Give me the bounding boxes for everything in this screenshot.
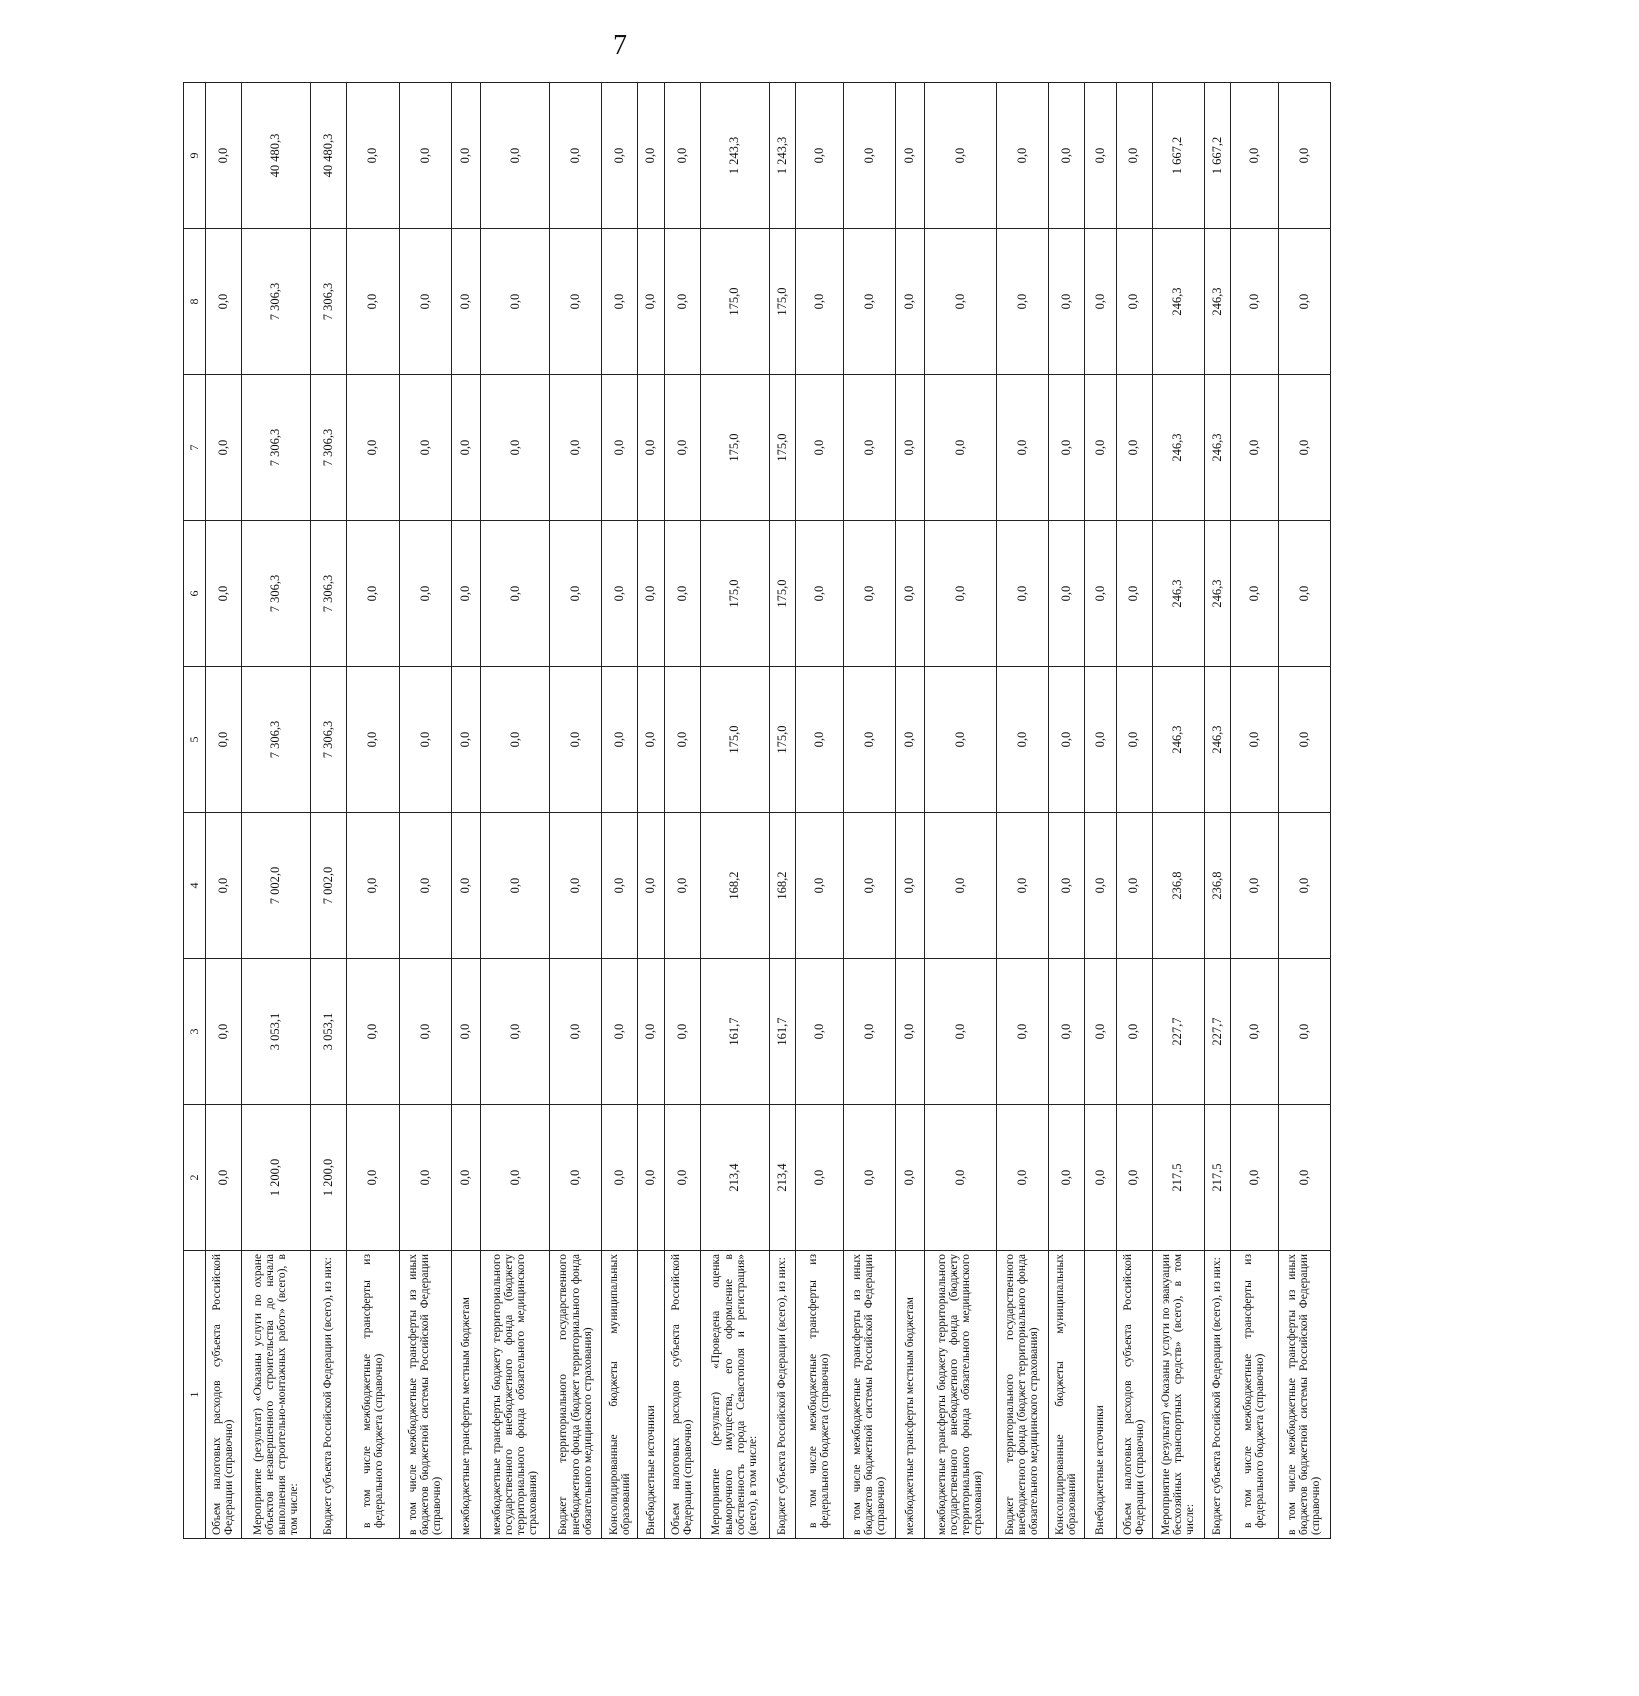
cell-value: 0,0 <box>895 667 924 813</box>
cell-value: 0,0 <box>346 1105 399 1251</box>
cell-value: 0,0 <box>346 83 399 229</box>
cell-value: 0,0 <box>1278 1105 1330 1251</box>
cell-value: 0,0 <box>843 83 895 229</box>
row-label: Мероприятие (результат) «Оказаны услуги по эвакуации бесхозяйных транспортных средств» (всего), в том числе: <box>1152 1251 1204 1539</box>
cell-value: 0,0 <box>925 229 997 375</box>
row-label: Объем налоговых расходов субъекта Российской Федерации (справочно) <box>1116 1251 1152 1539</box>
cell-value: 0,0 <box>1278 229 1330 375</box>
cell-value: 0,0 <box>602 1105 638 1251</box>
cell-value: 0,0 <box>602 83 638 229</box>
row-label: Внебюджетные источники <box>638 1251 665 1539</box>
cell-value: 0,0 <box>664 521 700 667</box>
cell-value: 0,0 <box>1231 959 1279 1105</box>
cell-value: 0,0 <box>1116 375 1152 521</box>
table-row <box>1204 83 1231 1539</box>
cell-value: 0,0 <box>843 229 895 375</box>
cell-value: 0,0 <box>399 667 451 813</box>
table-row <box>796 83 844 1539</box>
cell-value: 0,0 <box>346 813 399 959</box>
budget-table <box>183 82 1331 1539</box>
cell-value: 0,0 <box>206 375 242 521</box>
cell-value: 175,0 <box>700 667 769 813</box>
table-row <box>769 83 796 1539</box>
cell-value: 1 243,3 <box>700 83 769 229</box>
cell-value: 0,0 <box>1084 229 1116 375</box>
cell-value: 0,0 <box>843 813 895 959</box>
table-row <box>664 83 700 1539</box>
row-label: Мероприятие (результат) «Оказаны услуги по охране объектов незавершенного строительства до начала выполнения строительно-монтажных работ» (всего), в том числе: <box>241 1251 310 1539</box>
cell-value: 0,0 <box>206 959 242 1105</box>
cell-value: 3 053,1 <box>241 959 310 1105</box>
cell-value: 0,0 <box>602 229 638 375</box>
row-label: в том числе межбюджетные трансферты из иных бюджетов бюджетной системы Российской Федерации (справочно) <box>1278 1251 1330 1539</box>
cell-value: 0,0 <box>996 521 1048 667</box>
cell-value: 246,3 <box>1204 229 1231 375</box>
cell-value: 0,0 <box>1116 83 1152 229</box>
cell-value: 0,0 <box>925 375 997 521</box>
cell-value: 0,0 <box>638 1105 665 1251</box>
cell-value: 7 306,3 <box>310 375 346 521</box>
cell-value: 0,0 <box>638 375 665 521</box>
table-row <box>843 83 895 1539</box>
column-header-5: 5 <box>184 667 206 813</box>
column-header-2: 2 <box>184 1105 206 1251</box>
cell-value: 0,0 <box>925 521 997 667</box>
row-label: в том числе межбюджетные трансферты из федерального бюджета (справочно) <box>1231 1251 1279 1539</box>
cell-value: 0,0 <box>843 959 895 1105</box>
cell-value: 0,0 <box>796 521 844 667</box>
table-row <box>399 83 451 1539</box>
cell-value: 7 306,3 <box>241 521 310 667</box>
cell-value: 0,0 <box>451 959 480 1105</box>
cell-value: 7 306,3 <box>241 375 310 521</box>
cell-value: 175,0 <box>769 667 796 813</box>
cell-value: 0,0 <box>481 375 550 521</box>
cell-value: 0,0 <box>451 375 480 521</box>
cell-value: 7 306,3 <box>310 229 346 375</box>
cell-value: 0,0 <box>895 813 924 959</box>
cell-value: 217,5 <box>1204 1105 1231 1251</box>
page-number: 7 <box>613 30 627 61</box>
cell-value: 0,0 <box>996 83 1048 229</box>
cell-value: 168,2 <box>769 813 796 959</box>
cell-value: 0,0 <box>1278 521 1330 667</box>
row-label: Бюджет субъекта Российской Федерации (всего), из них: <box>769 1251 796 1539</box>
table-row <box>700 83 769 1539</box>
cell-value: 0,0 <box>1048 667 1084 813</box>
cell-value: 0,0 <box>1231 83 1279 229</box>
cell-value: 0,0 <box>451 667 480 813</box>
cell-value: 7 306,3 <box>241 667 310 813</box>
cell-value: 0,0 <box>1084 813 1116 959</box>
cell-value: 0,0 <box>996 375 1048 521</box>
cell-value: 1 200,0 <box>241 1105 310 1251</box>
cell-value: 161,7 <box>769 959 796 1105</box>
cell-value: 7 002,0 <box>310 813 346 959</box>
cell-value: 0,0 <box>1048 83 1084 229</box>
cell-value: 0,0 <box>1084 667 1116 813</box>
cell-value: 0,0 <box>399 229 451 375</box>
rotated-table-container <box>183 83 1331 1539</box>
cell-value: 0,0 <box>1116 229 1152 375</box>
cell-value: 0,0 <box>925 813 997 959</box>
cell-value: 0,0 <box>895 1105 924 1251</box>
column-header-7: 7 <box>184 375 206 521</box>
cell-value: 1 243,3 <box>769 83 796 229</box>
row-label: Внебюджетные источники <box>1084 1251 1116 1539</box>
cell-value: 0,0 <box>895 375 924 521</box>
cell-value: 0,0 <box>1116 667 1152 813</box>
cell-value: 175,0 <box>769 375 796 521</box>
cell-value: 0,0 <box>1278 83 1330 229</box>
cell-value: 0,0 <box>664 813 700 959</box>
cell-value: 0,0 <box>451 229 480 375</box>
cell-value: 0,0 <box>638 229 665 375</box>
column-header-3: 3 <box>184 959 206 1105</box>
cell-value: 0,0 <box>638 959 665 1105</box>
cell-value: 0,0 <box>451 83 480 229</box>
cell-value: 0,0 <box>843 1105 895 1251</box>
cell-value: 0,0 <box>1278 813 1330 959</box>
cell-value: 0,0 <box>664 1105 700 1251</box>
cell-value: 246,3 <box>1204 375 1231 521</box>
cell-value: 7 306,3 <box>310 667 346 813</box>
cell-value: 175,0 <box>700 229 769 375</box>
cell-value: 0,0 <box>996 813 1048 959</box>
table-row <box>1278 83 1330 1539</box>
cell-value: 7 002,0 <box>241 813 310 959</box>
cell-value: 0,0 <box>399 83 451 229</box>
table-row <box>1231 83 1279 1539</box>
cell-value: 0,0 <box>638 521 665 667</box>
cell-value: 0,0 <box>1084 375 1116 521</box>
cell-value: 0,0 <box>206 813 242 959</box>
cell-value: 0,0 <box>1231 813 1279 959</box>
row-label: Мероприятие (результат) «Проведена оценка выморочного имущества, его оформление в собственность города Севастополя и регистрация» (всего), в том числе: <box>700 1251 769 1539</box>
cell-value: 0,0 <box>399 813 451 959</box>
row-label: Консолидированные бюджеты муниципальных образований <box>602 1251 638 1539</box>
cell-value: 0,0 <box>481 83 550 229</box>
row-label: Бюджет территориального государственного внебюджетного фонда (бюджет территориального фонда обязательного медицинского страхования) <box>550 1251 602 1539</box>
cell-value: 0,0 <box>346 229 399 375</box>
cell-value: 0,0 <box>451 1105 480 1251</box>
cell-value: 0,0 <box>664 83 700 229</box>
cell-value: 0,0 <box>481 521 550 667</box>
cell-value: 0,0 <box>550 375 602 521</box>
table-row <box>346 83 399 1539</box>
column-header-6: 6 <box>184 521 206 667</box>
cell-value: 0,0 <box>346 959 399 1105</box>
cell-value: 0,0 <box>1278 375 1330 521</box>
cell-value: 0,0 <box>796 375 844 521</box>
table-row <box>451 83 480 1539</box>
cell-value: 175,0 <box>769 229 796 375</box>
cell-value: 213,4 <box>769 1105 796 1251</box>
cell-value: 0,0 <box>550 521 602 667</box>
column-header-4: 4 <box>184 813 206 959</box>
cell-value: 0,0 <box>346 667 399 813</box>
table-row <box>241 83 310 1539</box>
cell-value: 0,0 <box>206 521 242 667</box>
cell-value: 0,0 <box>399 521 451 667</box>
table-body <box>206 83 1331 1539</box>
cell-value: 0,0 <box>996 229 1048 375</box>
cell-value: 168,2 <box>700 813 769 959</box>
cell-value: 0,0 <box>481 813 550 959</box>
row-label: межбюджетные трансферты бюджету территориального государственного внебюджетного фонда (бюджету территориального фонда обязательного медицинского страхования) <box>481 1251 550 1539</box>
cell-value: 0,0 <box>1231 229 1279 375</box>
cell-value: 0,0 <box>550 667 602 813</box>
cell-value: 246,3 <box>1204 521 1231 667</box>
cell-value: 0,0 <box>925 667 997 813</box>
cell-value: 1 667,2 <box>1204 83 1231 229</box>
table-row <box>310 83 346 1539</box>
cell-value: 246,3 <box>1152 229 1204 375</box>
cell-value: 0,0 <box>399 959 451 1105</box>
cell-value: 0,0 <box>1084 83 1116 229</box>
cell-value: 246,3 <box>1152 375 1204 521</box>
cell-value: 0,0 <box>1116 959 1152 1105</box>
row-label: в том числе межбюджетные трансферты из иных бюджетов бюджетной системы Российской Федерации (справочно) <box>843 1251 895 1539</box>
cell-value: 0,0 <box>638 813 665 959</box>
cell-value: 0,0 <box>895 959 924 1105</box>
cell-value: 217,5 <box>1152 1105 1204 1251</box>
cell-value: 0,0 <box>550 229 602 375</box>
cell-value: 40 480,3 <box>310 83 346 229</box>
cell-value: 0,0 <box>1048 229 1084 375</box>
cell-value: 0,0 <box>1116 813 1152 959</box>
table-row <box>550 83 602 1539</box>
cell-value: 0,0 <box>1084 1105 1116 1251</box>
cell-value: 0,0 <box>550 1105 602 1251</box>
row-label: в том числе межбюджетные трансферты из федерального бюджета (справочно) <box>346 1251 399 1539</box>
cell-value: 0,0 <box>481 959 550 1105</box>
cell-value: 0,0 <box>796 667 844 813</box>
cell-value: 161,7 <box>700 959 769 1105</box>
cell-value: 1 667,2 <box>1152 83 1204 229</box>
cell-value: 0,0 <box>1048 813 1084 959</box>
table-frame <box>183 83 1639 1535</box>
cell-value: 0,0 <box>796 229 844 375</box>
cell-value: 227,7 <box>1152 959 1204 1105</box>
column-header-1: 1 <box>184 1251 206 1539</box>
cell-value: 0,0 <box>1116 521 1152 667</box>
table-row <box>1048 83 1084 1539</box>
cell-value: 0,0 <box>996 667 1048 813</box>
cell-value: 0,0 <box>925 1105 997 1251</box>
cell-value: 7 306,3 <box>310 521 346 667</box>
column-header-9: 9 <box>184 83 206 229</box>
cell-value: 0,0 <box>1048 1105 1084 1251</box>
row-label: Консолидированные бюджеты муниципальных образований <box>1048 1251 1084 1539</box>
cell-value: 3 053,1 <box>310 959 346 1105</box>
row-label: Бюджет территориального государственного внебюджетного фонда (бюджет территориального фонда обязательного медицинского страхования) <box>996 1251 1048 1539</box>
table-row <box>481 83 550 1539</box>
cell-value: 0,0 <box>843 521 895 667</box>
cell-value: 0,0 <box>996 1105 1048 1251</box>
cell-value: 0,0 <box>399 375 451 521</box>
row-label: в том числе межбюджетные трансферты из федерального бюджета (справочно) <box>796 1251 844 1539</box>
cell-value: 0,0 <box>550 813 602 959</box>
cell-value: 0,0 <box>796 83 844 229</box>
table-row <box>1116 83 1152 1539</box>
cell-value: 0,0 <box>1084 521 1116 667</box>
cell-value: 0,0 <box>550 83 602 229</box>
cell-value: 0,0 <box>481 229 550 375</box>
cell-value: 0,0 <box>664 959 700 1105</box>
cell-value: 1 200,0 <box>310 1105 346 1251</box>
cell-value: 0,0 <box>664 667 700 813</box>
cell-value: 0,0 <box>895 521 924 667</box>
cell-value: 246,3 <box>1204 667 1231 813</box>
cell-value: 246,3 <box>1152 521 1204 667</box>
row-label: Бюджет субъекта Российской Федерации (всего), из них: <box>310 1251 346 1539</box>
cell-value: 0,0 <box>664 229 700 375</box>
table-row <box>638 83 665 1539</box>
cell-value: 0,0 <box>602 375 638 521</box>
cell-value: 0,0 <box>602 521 638 667</box>
cell-value: 0,0 <box>1231 667 1279 813</box>
table-header <box>184 83 206 1539</box>
cell-value: 0,0 <box>481 667 550 813</box>
cell-value: 0,0 <box>1231 521 1279 667</box>
table-row <box>895 83 924 1539</box>
cell-value: 0,0 <box>451 813 480 959</box>
cell-value: 0,0 <box>895 83 924 229</box>
table-row <box>1084 83 1116 1539</box>
cell-value: 227,7 <box>1204 959 1231 1105</box>
row-label: межбюджетные трансферты бюджету территориального государственного внебюджетного фонда (бюджету территориального фонда обязательного медицинского страхования) <box>925 1251 997 1539</box>
table-row <box>206 83 242 1539</box>
cell-value: 0,0 <box>1048 521 1084 667</box>
cell-value: 0,0 <box>1231 1105 1279 1251</box>
cell-value: 236,8 <box>1204 813 1231 959</box>
table-row <box>996 83 1048 1539</box>
cell-value: 0,0 <box>843 667 895 813</box>
row-label: в том числе межбюджетные трансферты из иных бюджетов бюджетной системы Российской Федерации (справочно) <box>399 1251 451 1539</box>
table-row <box>925 83 997 1539</box>
cell-value: 0,0 <box>206 667 242 813</box>
cell-value: 0,0 <box>796 1105 844 1251</box>
table-row <box>602 83 638 1539</box>
cell-value: 0,0 <box>602 813 638 959</box>
cell-value: 0,0 <box>638 83 665 229</box>
cell-value: 0,0 <box>895 229 924 375</box>
row-label: Объем налоговых расходов субъекта Российской Федерации (справочно) <box>206 1251 242 1539</box>
cell-value: 175,0 <box>700 375 769 521</box>
cell-value: 0,0 <box>925 959 997 1105</box>
cell-value: 0,0 <box>843 375 895 521</box>
cell-value: 0,0 <box>638 667 665 813</box>
cell-value: 0,0 <box>664 375 700 521</box>
cell-value: 0,0 <box>399 1105 451 1251</box>
cell-value: 0,0 <box>602 667 638 813</box>
cell-value: 0,0 <box>602 959 638 1105</box>
cell-value: 246,3 <box>1152 667 1204 813</box>
cell-value: 0,0 <box>206 1105 242 1251</box>
cell-value: 0,0 <box>1278 667 1330 813</box>
row-label: Объем налоговых расходов субъекта Российской Федерации (справочно) <box>664 1251 700 1539</box>
cell-value: 175,0 <box>769 521 796 667</box>
cell-value: 0,0 <box>481 1105 550 1251</box>
column-header-8: 8 <box>184 229 206 375</box>
header-row <box>184 83 206 1539</box>
row-label: Бюджет субъекта Российской Федерации (всего), из них: <box>1204 1251 1231 1539</box>
cell-value: 0,0 <box>346 521 399 667</box>
cell-value: 0,0 <box>206 83 242 229</box>
cell-value: 0,0 <box>1084 959 1116 1105</box>
cell-value: 0,0 <box>1231 375 1279 521</box>
cell-value: 0,0 <box>796 813 844 959</box>
cell-value: 0,0 <box>550 959 602 1105</box>
row-label: межбюджетные трансферты местным бюджетам <box>895 1251 924 1539</box>
cell-value: 0,0 <box>796 959 844 1105</box>
cell-value: 0,0 <box>996 959 1048 1105</box>
cell-value: 40 480,3 <box>241 83 310 229</box>
cell-value: 0,0 <box>1278 959 1330 1105</box>
cell-value: 0,0 <box>1048 375 1084 521</box>
cell-value: 236,8 <box>1152 813 1204 959</box>
cell-value: 0,0 <box>925 83 997 229</box>
cell-value: 0,0 <box>1116 1105 1152 1251</box>
cell-value: 175,0 <box>700 521 769 667</box>
cell-value: 0,0 <box>451 521 480 667</box>
cell-value: 0,0 <box>1048 959 1084 1105</box>
cell-value: 0,0 <box>346 375 399 521</box>
cell-value: 7 306,3 <box>241 229 310 375</box>
cell-value: 0,0 <box>206 229 242 375</box>
cell-value: 213,4 <box>700 1105 769 1251</box>
table-row <box>1152 83 1204 1539</box>
row-label: межбюджетные трансферты местным бюджетам <box>451 1251 480 1539</box>
